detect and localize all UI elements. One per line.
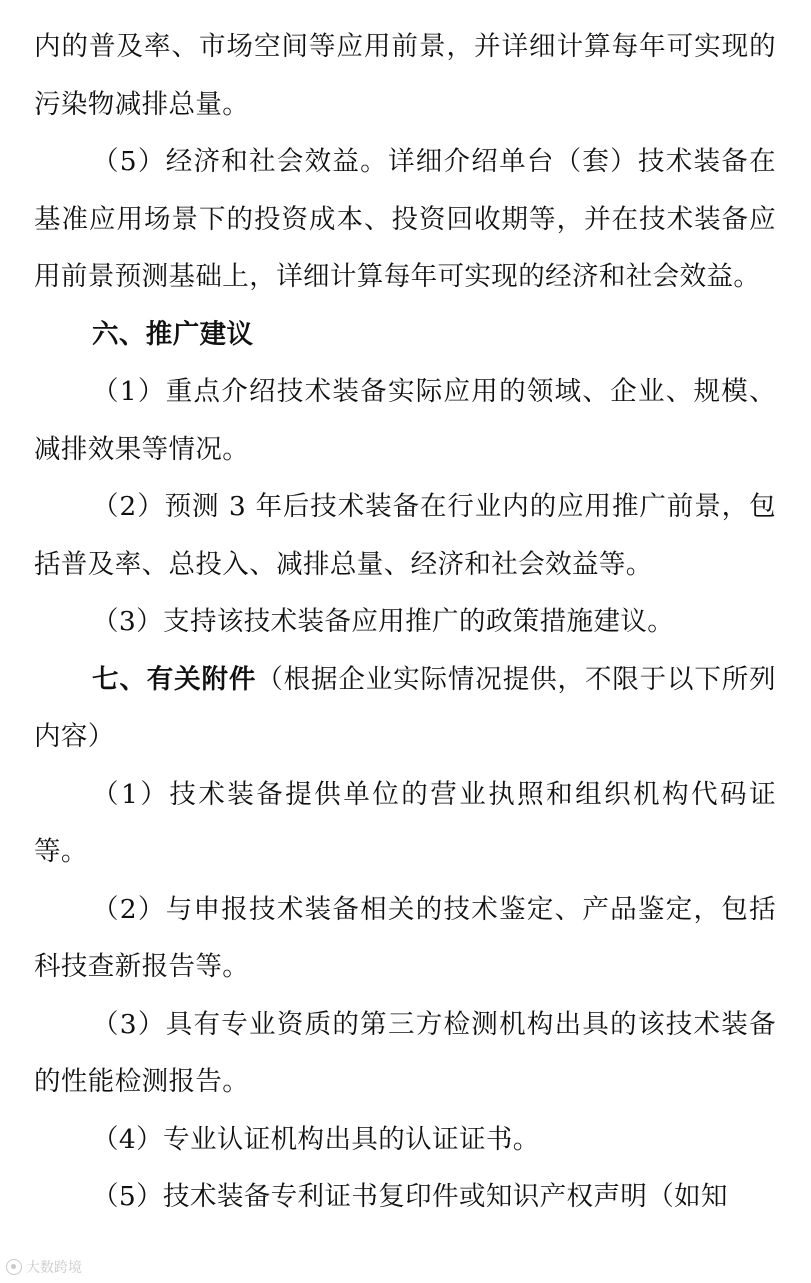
paragraph-patent-certificate: （5）技术装备专利证书复印件或知识产权声明（如知 bbox=[92, 1181, 728, 1212]
paragraph-certification: （4）专业认证机构出具的认证证书。 bbox=[92, 1123, 540, 1155]
section-heading-promotion-suggestions: 六、推广建议 bbox=[92, 318, 254, 350]
watermark bbox=[6, 1257, 82, 1277]
paragraph-business-license: （1）技术装备提供单位的营业执照和组织机构代码证等。 bbox=[34, 778, 776, 867]
paragraph-policy-suggestions: （3）支持该技术装备应用推广的政策措施建议。 bbox=[92, 606, 675, 637]
brand-logo-icon bbox=[6, 1259, 22, 1275]
section-heading-attachments: 七、有关附件 bbox=[92, 663, 257, 695]
section-attachments bbox=[34, 651, 776, 766]
paragraph-application-fields: （1）重点介绍技术装备实际应用的领域、企业、规模、减排效果等情况。 bbox=[34, 376, 776, 465]
watermark-text: 大数跨境 bbox=[26, 1260, 82, 1276]
paragraph-economic-social-benefits: （5）经济和社会效益。详细介绍单台（套）技术装备在基准应用场景下的投资成本、投资回收期等，并在技术装备应用前景预测基础上，详细计算每年可实现的经济和社会效益。 bbox=[34, 146, 776, 292]
paragraph-pollution-reduction: 内的普及率、市场空间等应用前景，并详细计算每年可实现的污染物减排总量。 bbox=[34, 31, 776, 120]
paragraph-technical-appraisal: （2）与申报技术装备相关的技术鉴定、产品鉴定，包括科技查新报告等。 bbox=[34, 893, 776, 982]
paragraph-three-year-forecast: （2）预测 3 年后技术装备在行业内的应用推广前景，包括普及率、总投入、减排总量、经济和社会效益等。 bbox=[34, 491, 776, 580]
paragraph-third-party-testing: （3）具有专业资质的第三方检测机构出具的该技术装备的性能检测报告。 bbox=[34, 1008, 776, 1097]
document-page bbox=[34, 18, 776, 1226]
attachments-note: （根据企业实际情况提供，不限于以下所列内容） bbox=[34, 663, 776, 752]
